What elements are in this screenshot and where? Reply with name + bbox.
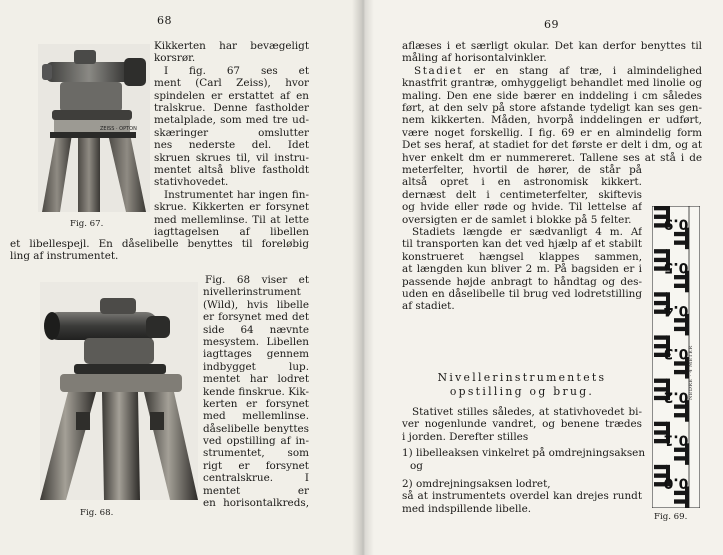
fig67-illustration (38, 44, 150, 212)
text-line: mentet altså blive fastholdt (154, 163, 309, 176)
staff-cm-mark (654, 379, 667, 383)
page-number: 69 (544, 18, 559, 31)
text-line: centralskrue. I (203, 472, 309, 485)
text-line: tralskrue. Denne fastholder (154, 101, 309, 114)
text-line: I fig. 67 ses et (164, 64, 309, 77)
right-text-block-3 (402, 406, 646, 515)
text-line: og hvide eller røde og hvide. Til lettelse af (402, 201, 642, 214)
staff-dm-number: 0.3 (663, 345, 689, 362)
section-heading (412, 371, 632, 399)
staff-cm-mark (654, 206, 667, 210)
staff-cm-mark (654, 335, 667, 339)
text-line: knastfrit grantræ, omhyggeligt behandlet med linolie og (402, 77, 702, 90)
text-line: skrue. Kikkerten er forsynet (154, 201, 309, 214)
text-line: ling af instrumentet. (10, 250, 119, 263)
text-line: Instrumentet har ingen fin- (164, 188, 309, 201)
text-line: er forsynet med det (203, 311, 309, 324)
text-line: mentet har lodret (203, 373, 309, 386)
staff-dm-number: 0.0 (663, 474, 689, 491)
staff-cm-mark (654, 249, 667, 253)
text-line: meterfelter, hvortil de hører, de står på (402, 164, 642, 176)
text-line: (Wild), hvis libelle (203, 298, 309, 311)
section-heading-line2: opstilling og brug. (449, 385, 595, 398)
staff-cm-mark (654, 465, 667, 469)
page-number: 68 (157, 14, 172, 27)
text-line: så at instrumentets overdel kan drejes rundt (402, 490, 642, 503)
text-line: oversigten er de samlet i blokke på 5 felter. (402, 213, 632, 226)
stadiet-term: Stadiet (414, 64, 463, 77)
right-page (362, 0, 723, 555)
text-line: et libellespejl. En dåselibelle benyttes til foreløbig (10, 238, 309, 250)
text-line: korsrør. (154, 52, 196, 65)
staff-cm-mark (654, 292, 667, 296)
text-line: kende finskrue. Kik- (203, 385, 309, 398)
text-line: med indspillende libelle. (402, 502, 532, 515)
text-line: måling af horisontalvinkler. (402, 52, 547, 65)
text-line: at længden kun bliver 2 m. På bagsiden er i (402, 263, 642, 276)
text-line: ment (Carl Zeiss), hvor (154, 77, 309, 90)
text-line: Stadiet er en stang af træ, i almindelighed (414, 64, 702, 77)
text-line: 2) omdrejningsaksen lodret, (402, 478, 551, 490)
text-line: altså opret i en astronomisk kikkert. (402, 176, 642, 189)
staff-side-label: NEDRE · 4 METER (688, 345, 694, 400)
text-line: være noget forskellig. I fig. 69 er en almindelig form (402, 126, 702, 139)
left-text-block-1 (154, 40, 309, 238)
staff-cm-mark (654, 422, 667, 426)
text-line: ført, at den selv på store afstande tydeligt kan ses gen- (402, 101, 702, 114)
text-line: metalplade, som med tre ud- (154, 114, 309, 127)
left-text-block-1-full (10, 238, 309, 263)
text-line: aflæses i et særligt okular. Det kan derfor benyttes til (402, 40, 702, 52)
text-line: dernæst delt i centimeterfelter, skiftevis (402, 188, 642, 201)
text-line: uden en dåselibelle til brug ved lodretstilling (402, 287, 642, 300)
fig69-caption: Fig. 69. (654, 512, 688, 522)
text-line: ver nogenlunde vandret, og benene trædes (402, 418, 642, 431)
text-line: indbygget lup. (203, 360, 309, 373)
fig68-illustration (40, 282, 198, 500)
staff-dm-number: 0.1 (663, 431, 689, 448)
text-line: hver enkelt dm er nummereret. Tallene ses at stå i de (402, 151, 702, 164)
staff-dm-number: 0.2 (663, 388, 689, 405)
text-line: af stadiet. (402, 300, 455, 313)
text-line: strumentet, som (203, 447, 309, 460)
text-line: Det ses heraf, at stadiet for det første er delt i dm, og at (402, 139, 702, 152)
section-heading-line1: Nivellerinstrumentets (437, 371, 607, 384)
fig68-caption: Fig. 68. (80, 508, 114, 518)
text-line: skæringer omslutter (154, 126, 309, 139)
text-line: nem kikkerten. Måden, hvorpå inddelingen er udført, (402, 114, 702, 127)
text-line: mentet er (203, 484, 309, 497)
right-text-block-1 (402, 40, 702, 164)
text-line: nivellerinstrument (203, 286, 301, 299)
text-line: i jorden. Derefter stilles (402, 430, 529, 443)
text-line: konstrueret hængsel klappes sammen, (402, 250, 642, 263)
text-line: med mellemlinse. (203, 410, 309, 423)
text-line: og (410, 459, 423, 472)
staff-dm-number: 0.4 (663, 302, 689, 319)
text-line: stativhovedet. (154, 176, 229, 189)
staff-dm-number: 0.5 (663, 258, 689, 275)
text-line: Stadiets længde er sædvanligt 4 m. Af (412, 225, 642, 238)
text-line: Kikkerten har bevægeligt (154, 40, 309, 52)
staff-dm-number: 0.9 (663, 215, 689, 232)
text-line: side 64 nævnte (203, 323, 309, 336)
text-line: 1) libelleaksen vinkelret på omdrejningsaksen (402, 447, 646, 460)
text-line: Stativet stilles således, at stativhovedet bi- (412, 406, 642, 418)
text-line: til transporten kan det ved hjælp af et stabilt (402, 238, 642, 251)
text-line: rigt er forsynet (203, 459, 309, 472)
text-line: Fig. 68 viser et (205, 274, 309, 286)
text-line: ved opstilling af in- (203, 435, 309, 448)
text-line: mesystem. Libellen (203, 335, 309, 348)
text-line: iagttagelsen af libellen (154, 225, 309, 238)
text-line: spindelen er erstattet af en (154, 89, 309, 102)
text-line: passende højde anbragt to håndtag og des- (402, 275, 642, 288)
left-text-block-2 (203, 274, 309, 509)
text-line: iagttages gennem (203, 348, 309, 361)
right-text-block-2 (402, 164, 642, 313)
text-line: dåselibelle benyttes (203, 422, 309, 435)
text-line: maling. Den ene side bærer en inddeling i cm således (402, 89, 702, 102)
text-line: nes nederste del. Idet (154, 139, 309, 152)
fig67-caption: Fig. 67. (70, 219, 104, 229)
text-line: en horisontalkreds, (203, 497, 309, 510)
text-line: kerten er forsynet (203, 397, 309, 410)
text-line: med mellemlinse. Til at lette (154, 213, 309, 226)
text-line: skruen skrues til, vil instru- (154, 151, 309, 164)
fig67-engraving: ZEISS · OPTON (100, 126, 137, 132)
